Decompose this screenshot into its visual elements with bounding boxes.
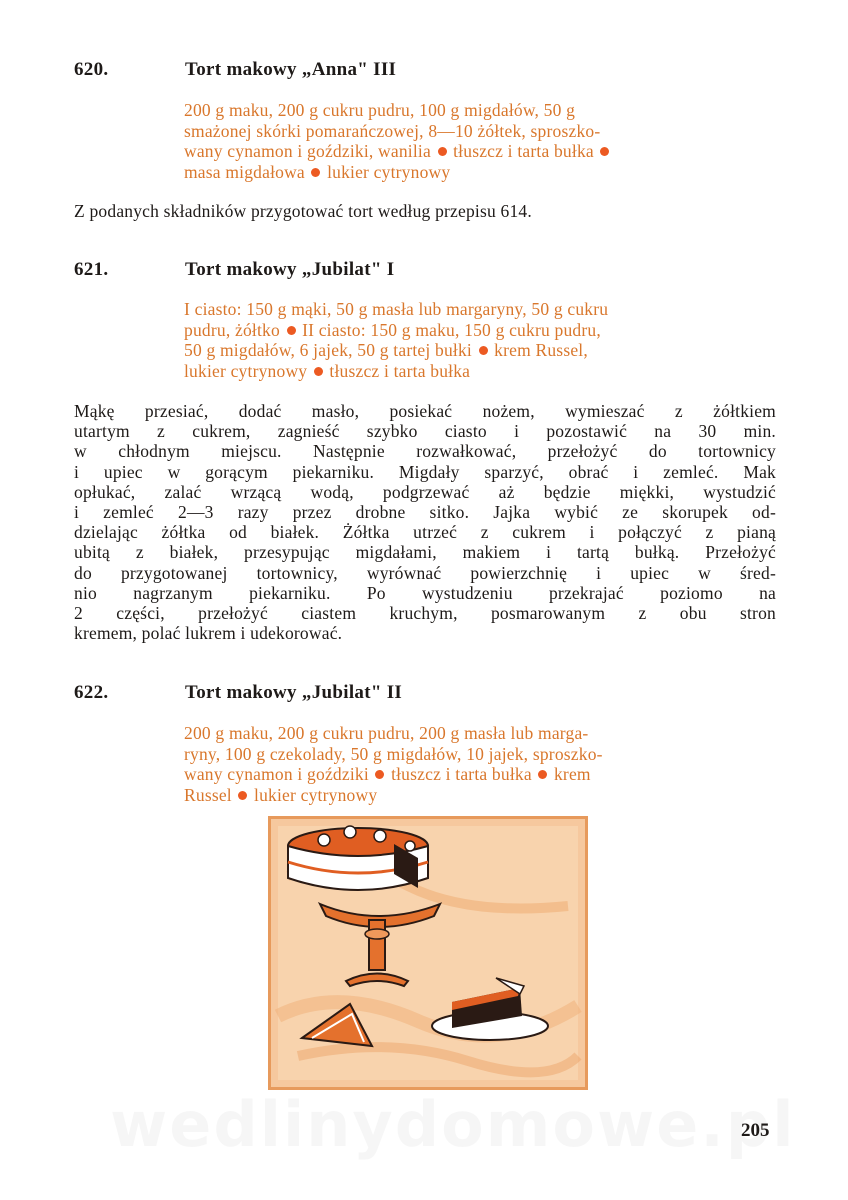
bullet-icon xyxy=(314,367,323,376)
instruction-line: dzielając żółtka od białek. Żółtka utrzeć z cukrem i połączyć z pianą xyxy=(74,522,776,543)
ingredient-segment: II ciasto: 150 g maku, 150 g cukru pudru, xyxy=(302,319,601,340)
recipe-number: 620. xyxy=(74,59,109,80)
ingredient-line: smażonej skórki pomarańczowej, 8—10 żółtek, sproszko- xyxy=(184,120,601,141)
ingredient-line: ryny, 100 g czekolady, 50 g migdałów, 10 jajek, sproszko- xyxy=(184,743,603,764)
ingredient-line xyxy=(184,141,776,162)
instruction-line: do przygotowanej tortownicy, wyrównać powierzchnię i upiec w śred- xyxy=(74,562,776,583)
instruction-line: opłukać, zalać wrzącą wodą, podgrzewać aż będzie miękki, wystudzić xyxy=(74,481,776,502)
bullet-icon xyxy=(600,147,609,156)
recipe-number: 622. xyxy=(74,682,109,703)
ingredient-line xyxy=(184,340,776,361)
ingredient-segment: masa migdałowa xyxy=(184,161,305,182)
instruction-line: i zemleć 2—3 razy przez drobne sitko. Jajka wybić ze skorupek od- xyxy=(74,502,776,523)
instruction-line: w chłodnym miejscu. Następnie rozwałkować, przełożyć do tortownicy xyxy=(74,441,776,462)
bullet-icon xyxy=(238,791,247,800)
ingredient-segment: krem Russel, xyxy=(494,340,588,360)
recipe-title: Tort makowy „Jubilat" I xyxy=(185,259,395,280)
ingredient-segment: wany cynamon i goździki, wanilia xyxy=(184,141,431,161)
watermark xyxy=(110,1088,795,1161)
ingredient-segment: lukier cytrynowy xyxy=(184,360,308,381)
bullet-icon xyxy=(311,168,320,177)
recipe-title: Tort makowy „Anna" III xyxy=(185,59,397,80)
recipe-622-ingredients xyxy=(184,723,776,805)
ingredient-line xyxy=(184,162,776,183)
ingredient-line xyxy=(184,361,776,382)
recipe-620-instructions xyxy=(74,201,776,221)
ingredient-line: I ciasto: 150 g mąki, 50 g masła lub margaryny, 50 g cukru xyxy=(184,299,609,319)
ingredient-line xyxy=(184,320,776,341)
bullet-icon xyxy=(538,770,547,779)
bullet-icon xyxy=(287,326,296,335)
ingredient-segment: lukier cytrynowy xyxy=(327,161,451,182)
instruction-line: Mąkę przesiać, dodać masło, posiekać nożem, wymieszać z żółtkiem xyxy=(74,401,776,421)
instruction-line: kremem, polać lukrem i udekorować. xyxy=(74,623,343,644)
ingredient-segment: 50 g migdałów, 6 jajek, 50 g tartej bułki xyxy=(184,340,472,360)
ingredient-line: 200 g maku, 200 g cukru pudru, 100 g migdałów, 50 g xyxy=(184,100,576,120)
instruction-line: nio nagrzanym piekarniku. Po wystudzeniu przekrajać poziomo na xyxy=(74,582,776,603)
recipe-number: 621. xyxy=(74,259,109,280)
bullet-icon xyxy=(438,147,447,156)
ingredient-segment: tłuszcz i tarta bułka xyxy=(391,764,532,784)
ingredient-segment: pudru, żółtko xyxy=(184,319,280,340)
recipe-621-ingredients xyxy=(184,299,776,381)
recipe-620-ingredients xyxy=(184,100,776,182)
recipe-621-instructions xyxy=(74,401,776,643)
ingredient-segment: tłuszcz i tarta bułka xyxy=(453,141,594,161)
instruction-line: Z podanych składników przygotować tort według przepisu 614. xyxy=(74,201,532,221)
ingredient-segment: krem xyxy=(553,764,591,784)
ingredient-segment: wany cynamon i goździki xyxy=(184,764,369,784)
instruction-line: 2 części, przełożyć ciastem kruchym, posmarowanym z obu stron xyxy=(74,603,776,624)
instruction-line: ubitą z białek, przesypując migdałami, makiem i tartą bułką. Przełożyć xyxy=(74,542,776,563)
bullet-icon xyxy=(479,346,488,355)
instruction-line: utartym z cukrem, zagnieść szybko ciasto i pozostawić na 30 min. xyxy=(74,421,776,442)
ingredient-line xyxy=(184,764,776,785)
recipe-title: Tort makowy „Jubilat" II xyxy=(185,682,403,703)
ingredient-line xyxy=(184,785,776,806)
instruction-line: i upiec w gorącym piekarniku. Migdały sparzyć, obrać i zemleć. Mak xyxy=(74,461,776,482)
cake-on-stand-illustration xyxy=(268,816,588,1090)
page-number: 205 xyxy=(741,1120,770,1141)
ingredient-segment: lukier cytrynowy xyxy=(254,784,378,805)
ingredient-line: 200 g maku, 200 g cukru pudru, 200 g masła lub marga- xyxy=(184,723,589,743)
bullet-icon xyxy=(375,770,384,779)
ingredient-segment: Russel xyxy=(184,784,232,805)
ingredient-segment: tłuszcz i tarta bułka xyxy=(329,360,471,381)
